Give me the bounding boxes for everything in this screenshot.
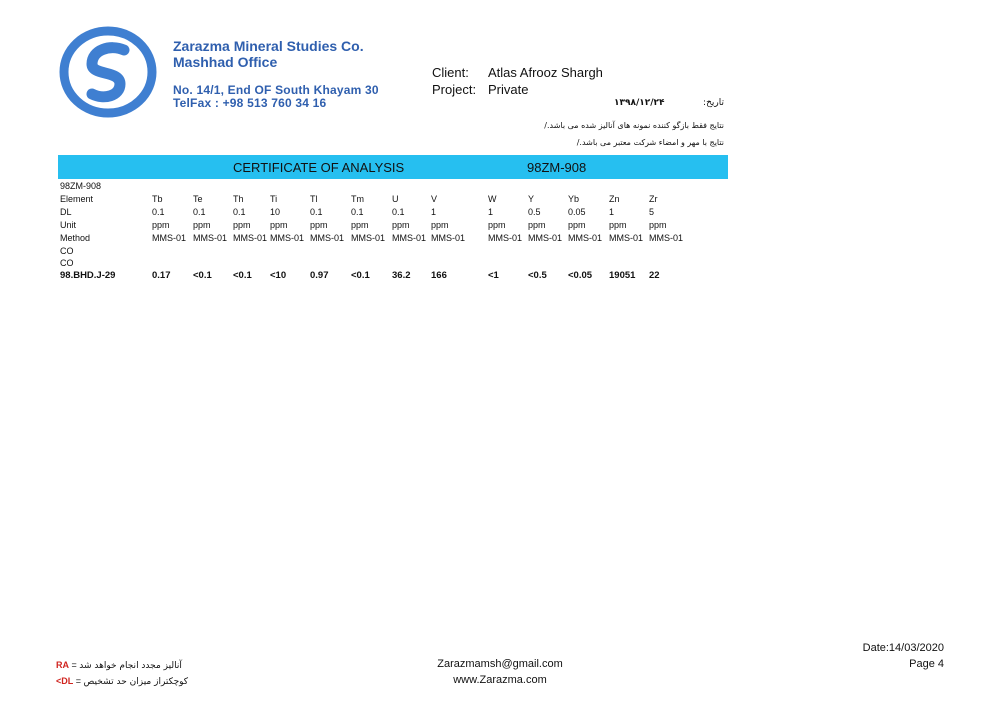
method-cell: MMS-01 (649, 233, 684, 243)
method-cell: MMS-01 (431, 233, 466, 243)
element-cell: Yb (568, 194, 580, 204)
dl-cell: 0.1 (193, 207, 206, 217)
footer-legend: RA = آنالیز مجدد انجام خواهد شد <DL = کوچکتراز میزان حد تشخیص (56, 660, 189, 687)
method-cell: MMS-01 (392, 233, 427, 243)
company-name: Zarazma Mineral Studies Co. (173, 38, 364, 54)
sample-value-cell: <10 (270, 270, 287, 281)
unit-cell: ppm (528, 220, 546, 230)
method-cell: MMS-01 (488, 233, 523, 243)
footer-website: www.Zarazma.com (453, 674, 547, 686)
dl-cell: 10 (270, 207, 281, 217)
sample-value-cell: <0.1 (351, 270, 370, 281)
company-address: No. 14/1, End OF South Khayam 30 (173, 83, 379, 97)
sample-value-cell: <0.1 (233, 270, 252, 281)
analysis-table (0, 0, 1000, 300)
unit-cell: ppm (310, 220, 328, 230)
footer-page: Page 4 (909, 658, 944, 670)
method-cell: MMS-01 (193, 233, 228, 243)
method-cell: MMS-01 (152, 233, 187, 243)
element-cell: Tb (152, 194, 163, 204)
date-value-fa: ۱۳۹۸/۱۲/۲۴ (614, 98, 665, 108)
element-cell: Ti (270, 194, 278, 204)
method-cell: MMS-01 (310, 233, 345, 243)
footer-email: Zarazmamsh@gmail.com (437, 658, 563, 670)
project-label: Project: (432, 82, 477, 97)
legend-dl-text: کوچکتراز میزان حد تشخیص (83, 677, 189, 687)
element-cell: Y (528, 194, 535, 204)
row-label-unit: Unit (60, 220, 77, 230)
dl-cell: 0.1 (310, 207, 323, 217)
sample-value-cell: 19051 (609, 270, 636, 281)
unit-cell: ppm (568, 220, 586, 230)
note-results-stamp: نتایج با مهر و امضاء شرکت معتبر می باشد./ (576, 138, 724, 147)
method-cell: MMS-01 (351, 233, 386, 243)
element-cell: W (488, 194, 497, 204)
element-cell: Tm (351, 194, 364, 204)
legend-ra-text: آنالیز مجدد انجام خواهد شد (79, 661, 182, 671)
sample-id: 98.BHD.J-29 (60, 270, 116, 281)
element-cell: Te (193, 194, 203, 204)
company-telfax: TelFax : +98 513 760 34 16 (173, 96, 327, 110)
dl-cell: 0.1 (152, 207, 165, 217)
company-office: Mashhad Office (173, 54, 278, 70)
legend-ra-code: RA (56, 660, 69, 670)
unit-cell: ppm (351, 220, 369, 230)
certificate-title: CERTIFICATE OF ANALYSIS (233, 160, 405, 175)
client-value: Atlas Afrooz Shargh (488, 65, 603, 80)
unit-cell: ppm (649, 220, 667, 230)
element-cell: U (392, 194, 399, 204)
dl-cell: 0.1 (233, 207, 246, 217)
unit-cell: ppm (152, 220, 170, 230)
unit-cell: ppm (193, 220, 211, 230)
method-cell: MMS-01 (528, 233, 563, 243)
row-label-dl: DL (60, 207, 72, 217)
unit-cell: ppm (609, 220, 627, 230)
certificate-code: 98ZM-908 (527, 160, 587, 175)
sample-value-cell: <0.05 (568, 270, 593, 281)
sample-value-cell: 22 (649, 270, 660, 281)
footer-contact (400, 656, 600, 688)
row-label-method: Method (60, 233, 91, 243)
project-value: Private (488, 82, 529, 97)
footer-meta (863, 640, 944, 672)
element-cell: Zr (649, 194, 658, 204)
unit-cell: ppm (431, 220, 449, 230)
dl-cell: 0.1 (351, 207, 364, 217)
unit-cell: ppm (233, 220, 251, 230)
table-ref: 98ZM-908 (60, 181, 102, 191)
dl-cell: 5 (649, 207, 655, 217)
client-label: Client: (432, 65, 469, 80)
dl-cell: 1 (431, 207, 437, 217)
method-cell: MMS-01 (568, 233, 603, 243)
date-label-fa: تاریخ: (703, 98, 724, 108)
method-cell: MMS-01 (233, 233, 268, 243)
row-label-element: Element (60, 194, 94, 204)
dl-cell: 0.05 (568, 207, 586, 217)
method-cell: MMS-01 (609, 233, 644, 243)
dl-cell: 1 (609, 207, 615, 217)
sample-value-cell: 0.97 (310, 270, 329, 281)
sample-value-cell: <0.5 (528, 270, 547, 281)
unit-cell: ppm (488, 220, 506, 230)
sample-value-cell: 36.2 (392, 270, 411, 281)
sample-value-cell: 166 (431, 270, 447, 281)
sample-value-cell: 0.17 (152, 270, 171, 281)
note-results-samples: نتایج فقط بازگو کننده نمونه های آنالیز شده می باشد./ (544, 121, 724, 130)
element-cell: Tl (310, 194, 318, 204)
unit-cell: ppm (270, 220, 288, 230)
row-label-co: CO (60, 258, 74, 268)
method-cell: MMS-01 (270, 233, 305, 243)
sample-value-cell: <0.1 (193, 270, 212, 281)
dl-cell: 0.1 (392, 207, 405, 217)
legend-dl-code: <DL (56, 676, 74, 686)
unit-cell: ppm (392, 220, 410, 230)
element-cell: Th (233, 194, 244, 204)
dl-cell: 1 (488, 207, 494, 217)
dl-cell: 0.5 (528, 207, 541, 217)
element-cell: Zn (609, 194, 620, 204)
footer-date: Date:14/03/2020 (862, 642, 944, 654)
sample-value-cell: <1 (488, 270, 499, 281)
element-cell: V (431, 194, 438, 204)
row-label-co: CO (60, 246, 74, 256)
